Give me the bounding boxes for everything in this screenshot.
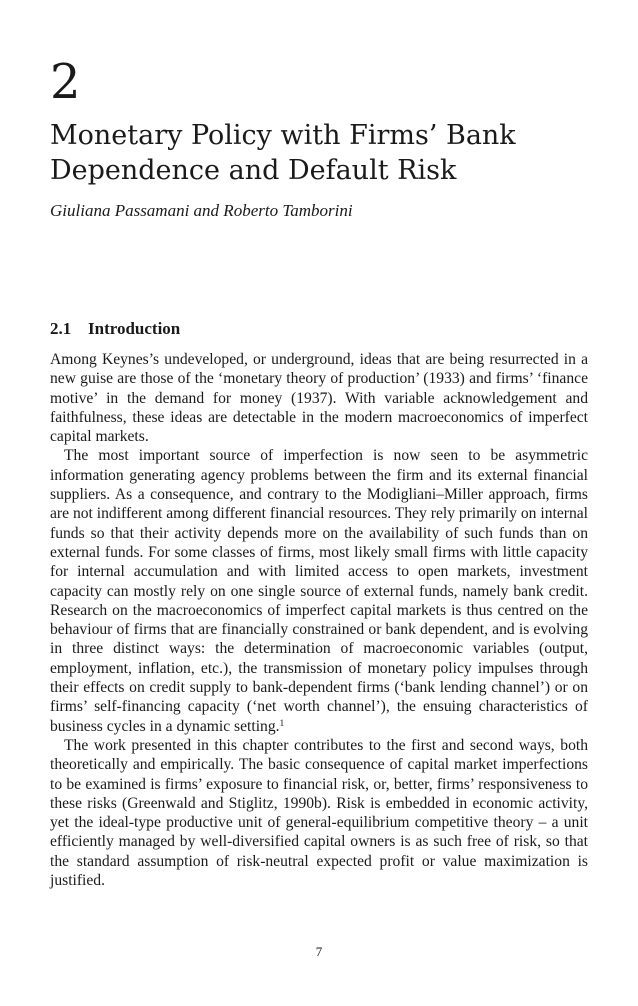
- paragraph-3: The work presented in this chapter contributes to the first and second ways, both theoretically and empirically. The basic consequence of capital market imperfections to be examined is firms’ exposure to financial risk, or, better, firms’ responsiveness to these risks (Greenwald and Stiglitz, 1990b). Risk is embedded in economic activity, yet the ideal-type productive unit of general-equilibrium competitive theory – a unit efficiently managed by well-diversified capital owners is as such free of risk, so that the standard assumption of risk-neutral expected profit or value maximization is justified.: [50, 736, 588, 890]
- paragraph-1: Among Keynes’s undeveloped, or underground, ideas that are being resurrected in a new guise are those of the ‘monetary theory of production’ (1933) and firms’ ‘finance motive’ in the demand for money (1937). With variable acknowledgement and faithfulness, these ideas are detectable in the modern macroeconomics of imperfect capital markets.: [50, 351, 588, 446]
- paragraph-2: [50, 446, 588, 735]
- paragraph-2-text: The most important source of imperfection is now seen to be asymmetric information generating agency problems between the firm and its external financial suppliers. As a consequence, and contrary to the Modigliani–Miller approach, firms are not indifferent among different financial resources. They rely primarily on internal funds so that their activity depends more on the availability of such funds than on external funds. For some classes of firms, most likely small firms with little capacity for internal accumulation and with limited access to open markets, investment capacity can mostly rely on one single source of external funds, namely bank credit. Research on the macroeconomics of imperfect capital markets is thus centred on the behaviour of firms that are financially constrained or bank dependent, and is evolving in three distinct ways: the determination of macroeconomic variables (output, employment, inflation, etc.), the transmission of monetary policy impulses through their effects on credit supply to bank-dependent firms (‘bank lending channel’) or on firms’ self-financing capacity (‘net worth channel’), the ensuing characteristics of business cycles in a dynamic setting.: [50, 447, 588, 735]
- footnote-marker[interactable]: 1: [279, 718, 285, 729]
- page-number: 7: [315, 944, 323, 959]
- chapter-title: Monetary Policy with Firms’ Bank Dependence and Default Risk: [50, 120, 516, 186]
- chapter-number: 2: [50, 54, 81, 110]
- chapter-authors: Giuliana Passamani and Roberto Tamborini: [50, 201, 353, 220]
- section-title: Introduction: [88, 319, 181, 338]
- section-number: 2.1: [50, 319, 72, 338]
- body-text: [50, 350, 588, 890]
- section-heading: [50, 318, 180, 340]
